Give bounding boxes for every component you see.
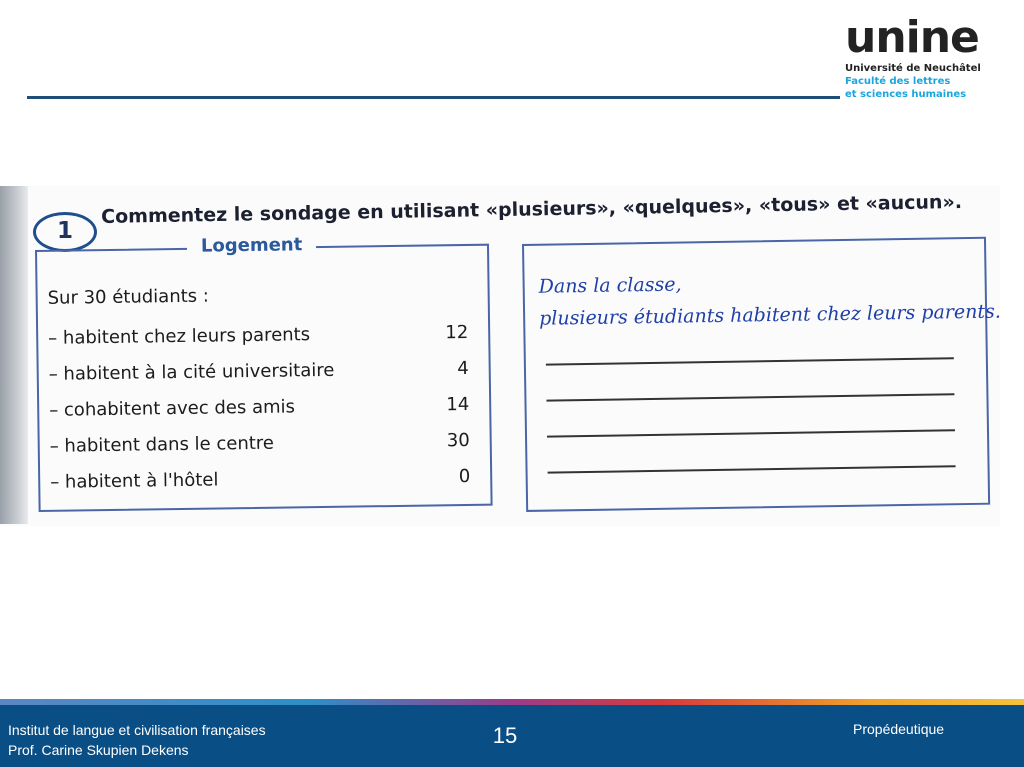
slide-page-number: 15 — [492, 723, 518, 748]
survey-box — [35, 234, 493, 512]
blank-answer-line — [546, 357, 954, 365]
blank-answer-line — [548, 465, 956, 473]
survey-row — [50, 430, 470, 460]
survey-row-value: 4 — [457, 357, 469, 380]
blank-answer-line — [546, 393, 954, 401]
survey-row-value: 0 — [458, 465, 471, 488]
survey-row-label: – cohabitent avec des amis — [49, 396, 296, 421]
logo-wordmark: unine — [845, 12, 979, 63]
survey-row-label: – habitent dans le centre — [49, 432, 275, 457]
answer-box — [522, 237, 1001, 512]
survey-row-value: 14 — [446, 393, 470, 416]
book-page-edge — [0, 186, 28, 524]
logo-faculty-line2: et sciences humaines — [845, 89, 967, 100]
answer-handwritten-line1: Dans la classe, — [538, 273, 682, 298]
survey-row-value: 12 — [445, 321, 469, 344]
blank-answer-line — [547, 429, 955, 437]
scanned-exercise — [0, 186, 1000, 526]
footer-bar — [0, 705, 1024, 767]
footer-institute: Institut de langue et civilisation françaises — [8, 722, 266, 738]
survey-row — [49, 358, 469, 388]
survey-row-label: – habitent chez leurs parents — [48, 324, 311, 349]
exercise-instruction: Commentez le sondage en utilisant «plusieurs», «quelques», «tous» et «aucun». — [101, 190, 963, 228]
logo-faculty-line1: Faculté des lettres — [845, 76, 951, 87]
footer-professor: Prof. Carine Skupien Dekens — [8, 742, 189, 758]
exercise-number: 1 — [56, 218, 73, 244]
survey-row — [50, 466, 470, 496]
survey-row-value: 30 — [446, 429, 470, 452]
answer-handwritten-line2: plusieurs étudiants habitent chez leurs parents. — [539, 300, 1001, 330]
survey-row — [48, 322, 468, 352]
university-logo — [845, 14, 1015, 101]
logo-university-name: Université de Neuchâtel — [845, 63, 981, 74]
survey-row-label: – habitent à la cité universitaire — [48, 359, 335, 385]
survey-heading: Logement — [187, 234, 317, 257]
footer-course: Propédeutique — [853, 721, 945, 737]
survey-row-label: – habitent à l'hôtel — [50, 469, 219, 493]
survey-lead: Sur 30 étudiants : — [47, 285, 210, 309]
survey-row — [49, 394, 469, 424]
exercise-number-badge — [33, 212, 97, 252]
header-rule — [27, 96, 840, 99]
